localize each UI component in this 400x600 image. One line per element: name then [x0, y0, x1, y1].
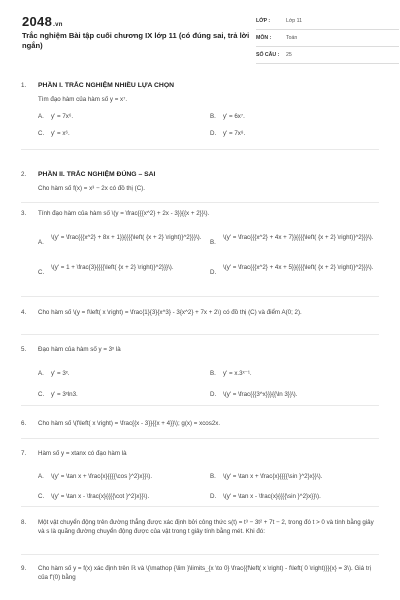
question-8	[21, 519, 379, 549]
question-text: Tìm đạo hàm của hàm số y = x⁷.	[38, 96, 128, 103]
question-number: 9.	[21, 565, 27, 572]
question-5	[21, 346, 379, 398]
question-2	[21, 171, 379, 197]
option-label: B.	[210, 473, 216, 480]
site-logo[interactable]	[22, 14, 63, 29]
divider	[21, 506, 379, 507]
question-text: Đạo hàm của hàm số y = 3ˣ là	[38, 346, 121, 353]
option-label: B.	[210, 239, 216, 246]
question-3	[21, 210, 379, 286]
option-label: A.	[38, 113, 44, 120]
logo-text: 2048	[22, 14, 53, 29]
option-label: D.	[210, 493, 217, 500]
option-text: \(y' = \tan x - \frac{x}{{{{\sin }^2}x}}\).	[223, 493, 321, 500]
question-6	[21, 420, 379, 430]
option-text: y' = 7x⁸.	[223, 130, 246, 137]
meta-key: LỚP :	[256, 18, 271, 24]
option-text: y' = 7x⁶.	[51, 113, 74, 120]
option-label: C.	[38, 391, 45, 398]
option-text: y' = 6x⁷.	[223, 113, 245, 120]
divider	[21, 296, 379, 297]
divider	[21, 438, 379, 439]
option-label: A.	[38, 370, 44, 377]
option-text: \(y' = \frac{{{x^2} + 8x + 1}}{{{{\left( {x + 2} \right)}^2}}}\).	[51, 234, 202, 241]
meta-row-class	[256, 13, 399, 30]
option-text: \(y' = \frac{{{x^2} + 4x + 7}}{{{{\left( {x + 2} \right)}^2}}}\).	[223, 234, 374, 241]
question-1	[21, 82, 379, 138]
option-text: y' = 3ˣln3.	[51, 391, 78, 398]
meta-key: SỐ CÂU :	[256, 52, 280, 58]
option-text: \(y' = \frac{{{3^x}}}{{\ln 3}}\).	[223, 391, 298, 398]
option-label: C.	[38, 269, 45, 276]
meta-value: 25	[286, 52, 292, 58]
question-text: Cho hàm số \(f\left( x \right) = \frac{{x - 3}}{{x + 4}}\); g(x) = xcos2x.	[38, 420, 221, 427]
question-number: 1.	[21, 82, 27, 89]
question-number: 5.	[21, 346, 27, 353]
question-number: 2.	[21, 171, 27, 178]
question-number: 3.	[21, 210, 27, 217]
document-title: Trắc nghiệm Bài tập cuối chương IX lớp 11 (có đúng sai, trả lời ngắn)	[22, 31, 250, 50]
question-number: 6.	[21, 420, 27, 427]
part-title: PHẦN II. TRẮC NGHIỆM ĐÚNG – SAI	[38, 171, 156, 178]
option-label: D.	[210, 130, 217, 137]
meta-row-count	[256, 47, 399, 64]
option-text: \(y' = \frac{{{x^2} + 4x + 5}}{{{{\left( {x + 2} \right)}^2}}}\).	[223, 264, 374, 271]
option-label: D.	[210, 269, 217, 276]
option-text: \(y' = \tan x - \frac{x}{{{{\cot }^2}x}}\).	[51, 493, 150, 500]
option-text: y' = x⁶.	[51, 130, 70, 137]
question-7	[21, 450, 379, 502]
meta-value: Lớp 11	[286, 18, 302, 24]
meta-value: Toán	[286, 35, 298, 41]
meta-table	[256, 13, 399, 64]
divider	[21, 149, 379, 150]
divider	[21, 334, 379, 335]
option-label: B.	[210, 113, 216, 120]
option-text: \(y' = \tan x + \frac{x}{{{{\cos }^2}x}}\).	[51, 473, 153, 480]
option-text: y' = 3ˣ.	[51, 370, 70, 377]
page-header	[21, 0, 379, 68]
option-label: A.	[38, 473, 44, 480]
question-text: Cho hàm số f(x) = x³ − 2x có đồ thị (C).	[38, 185, 145, 192]
meta-key: MÔN :	[256, 35, 272, 41]
option-label: C.	[38, 493, 45, 500]
question-text: Một vật chuyển động trên đường thẳng được xác định bởi công thức s(t) = t³ − 3t² + 7t − 2, trong đó t > 0 và tính bằng giây và s là quãng đường chuyển động được của vật trong t giây tính bằng mét. Khi đó:	[38, 519, 374, 535]
option-label: C.	[38, 130, 45, 137]
option-text: \(y' = \tan x + \frac{x}{{{{\sin }^2}x}}\).	[223, 473, 323, 480]
question-number: 4.	[21, 309, 27, 316]
divider	[21, 405, 379, 406]
question-text: Cho hàm số y = f(x) xác định trên ℝ và \(\mathop {\lim }\limits_{x \to 0} \frac{{f\left( x \right) - f\left( 0 \right)}}{x} = 3\). Giá trị của f'(0) bằng	[38, 565, 371, 581]
logo-suffix: .vn	[53, 22, 63, 28]
option-text: \(y' = 1 + \frac{3}{{{{\left( {x + 2} \right)}^2}}}\).	[51, 264, 174, 271]
question-text: Tính đạo hàm của hàm số \(y = \frac{{{x^2} + 2x - 3}}{{x + 2}}\).	[38, 210, 210, 217]
question-text: Cho hàm số \(y = f\left( x \right) = \frac{1}{3}{x^3} - 3{x^2} + 7x + 2\) có đồ thị (C) và điểm A(0; 2).	[38, 309, 302, 316]
option-label: B.	[210, 370, 216, 377]
question-9	[21, 565, 379, 587]
option-label: A.	[38, 239, 44, 246]
question-number: 8.	[21, 519, 27, 526]
option-text: y' = x.3ˣ⁻¹.	[223, 370, 252, 377]
meta-row-subject	[256, 30, 399, 47]
part-title: PHẦN I. TRẮC NGHIỆM NHIỀU LỰA CHỌN	[38, 82, 175, 89]
question-text: Hàm số y = xtanx có đạo hàm là	[38, 450, 127, 457]
question-4	[21, 309, 379, 327]
question-number: 7.	[21, 450, 27, 457]
divider	[21, 554, 379, 555]
option-label: D.	[210, 391, 217, 398]
divider	[21, 202, 379, 203]
